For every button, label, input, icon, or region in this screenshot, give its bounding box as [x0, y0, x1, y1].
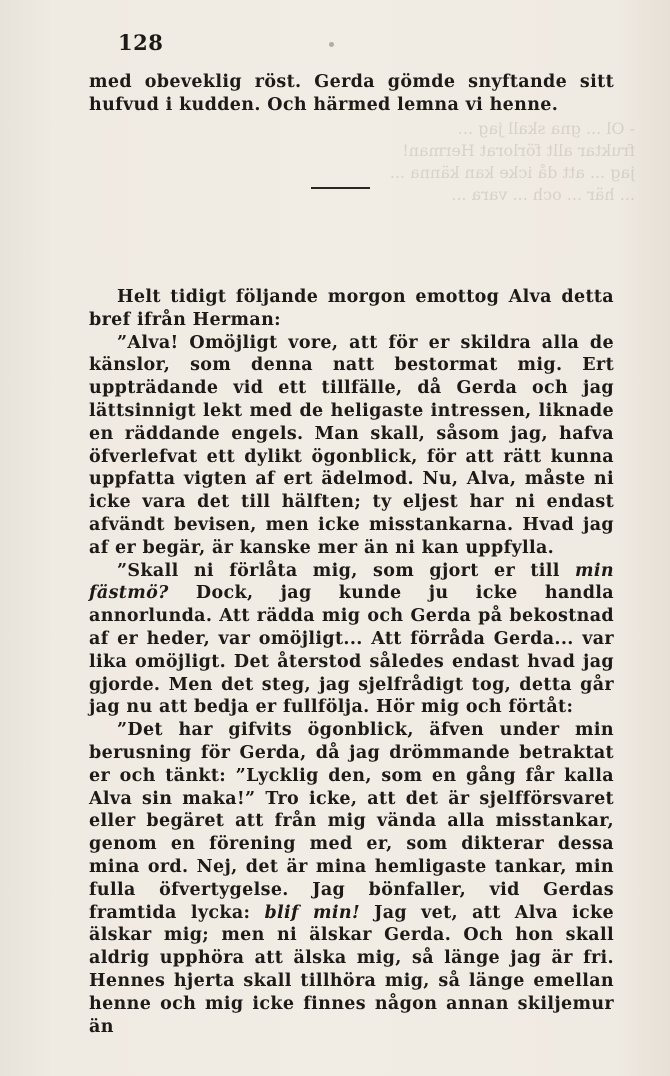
emphasized-phrase-be-mine: blif min!: [264, 902, 360, 923]
letter-paragraph-2: [89, 560, 614, 720]
letter-paragraph-3-rest: Jag vet, att Alva icke älskar mig; men ni älskar Gerda. Och hon skall aldrig upphöra att älska mig, så länge jag är fri. Hennes hjerta skall tillhöra mig, så länge emellan henne och mig icke finnes någon annan skiljemur än: [89, 902, 614, 1037]
continued-paragraph: med obeveklig röst. Gerda gömde snyftande sitt hufvud i kudden. Och härmed lemna vi henne.: [89, 72, 614, 115]
intro-paragraph: Helt tidigt följande morgon emottog Alva detta bref ifrån Herman:: [89, 287, 614, 330]
letter-paragraph-3: [89, 719, 614, 1038]
bleed-through-text: - Ol ... gna skall jag ... fruktar allt förlorat Herman! jag ... att då icke kan känna ... ... här ... och ... vara ...: [389, 119, 635, 204]
letter-text-block: [89, 286, 614, 1038]
letter-paragraph-1: ”Alva! Omöjligt vore, att för er skildra alla de känslor, som denna natt bestormat mig. Ert uppträdande vid ett tillfälle, då Gerda och jag lättsinnigt lekt med de heligaste intressen, liknade en räddande engels. Man skall, såsom jag, hafva öfverlefvat ett dylikt ögonblick, för att rätt kunna uppfatta vigten af ert ädelmod. Nu, Alva, måste ni icke vara det till hälften; ty eljest har ni endast afvändt bevisen, men icke misstankarna. Hvad jag af er begär, är kanske mer än ni kan uppfylla.: [89, 332, 614, 558]
section-divider: [311, 187, 370, 189]
ink-spot: [329, 42, 334, 47]
page-number: 128: [118, 30, 164, 55]
emphasized-phrase-fiancee: min fästmö?: [89, 560, 614, 604]
continued-text-block: [89, 71, 614, 117]
letter-paragraph-2-rest: Dock, jag kunde ju icke handla annorlunda. Att rädda mig och Gerda på bekostnad af er heder, var omöjligt... Att förråda Gerda... var lika omöjligt. Det återstod således endast hvad jag gjorde. Men det steg, jag sjelfrådigt tog, detta går jag nu att bedja er fullfölja. Hör mig och förtåt:: [89, 583, 614, 718]
letter-paragraph-3-start: ”Det har gifvits ögonblick, äfven under min berusning för Gerda, då jag drömmande betraktat er och tänkt: ”Lycklig den, som en gång får kalla Alva sin maka!” Tro icke, att det är sjelfförsvaret eller begäret att från mig vända alla misstankar, genom en förening med er, som dikterar dessa mina ord. Nej, det är mina hemligaste tankar, min fulla öfvertygelse. Jag bönfaller, vid Gerdas framtida lycka:: [89, 720, 614, 923]
letter-paragraph-2-start: ”Skall ni förlåta mig, som gjort er till: [117, 560, 576, 581]
